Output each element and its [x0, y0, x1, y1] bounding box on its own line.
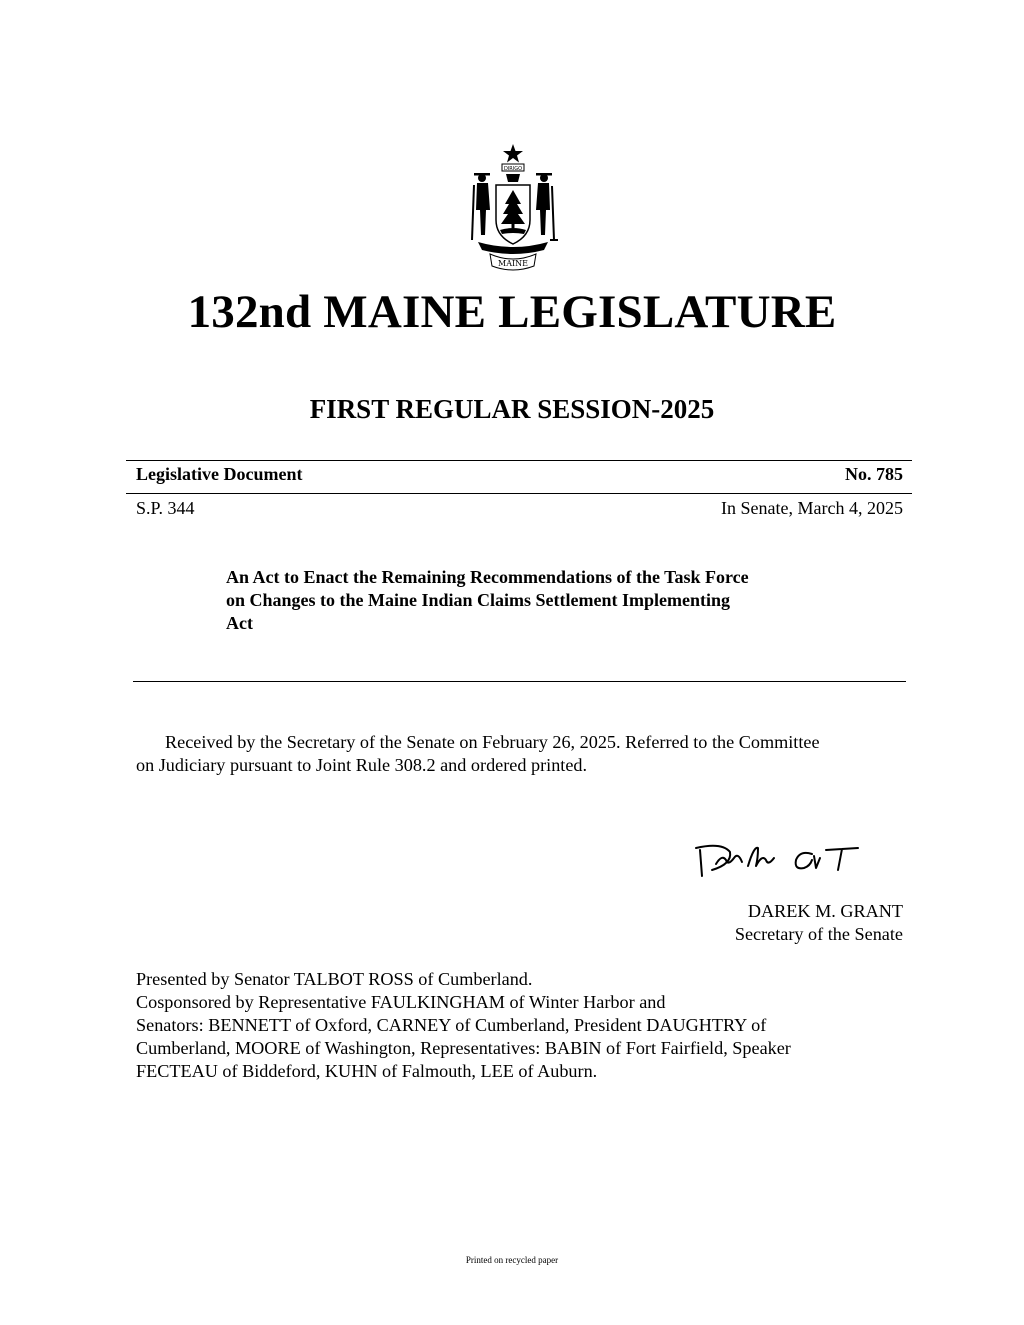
- sponsor-line: Cosponsored by Representative FAULKINGHAM of Winter Harbor and: [136, 992, 666, 1012]
- rule-bottom: [133, 681, 906, 682]
- rule-top: [126, 460, 912, 461]
- sponsor-line: FECTEAU of Biddeford, KUHN of Falmouth, LEE of Auburn.: [136, 1061, 598, 1081]
- signer-name: DAREK M. GRANT: [747, 901, 903, 921]
- received-line: on Judiciary pursuant to Joint Rule 308.2 and ordered printed.: [136, 755, 588, 775]
- sponsor-line: Senators: BENNETT of Oxford, CARNEY of Cumberland, President DAUGHTRY of: [136, 1015, 767, 1035]
- in-senate-date: In Senate, March 4, 2025: [721, 498, 903, 518]
- received-line: Received by the Secretary of the Senate on February 26, 2025. Referred to the Committee: [165, 732, 820, 752]
- document-type-label: Legislative Document: [136, 464, 303, 484]
- secretary-signature: [692, 836, 902, 884]
- senate-row: [136, 497, 903, 519]
- act-title-line: on Changes to the Maine Indian Claims Settlement Implementing: [226, 590, 731, 610]
- sp-number: S.P. 344: [136, 498, 195, 518]
- seal-banner: MAINE: [498, 259, 528, 268]
- rule-middle: [126, 493, 912, 494]
- sponsor-line: Cumberland, MOORE of Washington, Representatives: BABIN of Fort Fairfield, Speaker: [136, 1038, 791, 1058]
- maine-state-seal: [468, 140, 558, 275]
- legislature-title: 132nd MAINE LEGISLATURE: [187, 286, 837, 338]
- received-paragraph: [136, 731, 906, 777]
- document-type-row: [136, 463, 903, 485]
- document-number: No. 785: [845, 464, 903, 484]
- act-title-line: Act: [226, 613, 253, 633]
- signer-title: Secretary of the Senate: [734, 924, 903, 944]
- act-title-line: An Act to Enact the Remaining Recommendations of the Task Force: [226, 567, 749, 587]
- recycled-paper-note: Printed on recycled paper: [465, 1255, 559, 1265]
- act-title: [226, 566, 826, 635]
- session-title: FIRST REGULAR SESSION-2025: [309, 394, 715, 424]
- sponsors-paragraph: [136, 968, 906, 1083]
- sponsor-line: Presented by Senator TALBOT ROSS of Cumberland.: [136, 969, 533, 989]
- seal-motto: DIRIGO: [503, 166, 523, 172]
